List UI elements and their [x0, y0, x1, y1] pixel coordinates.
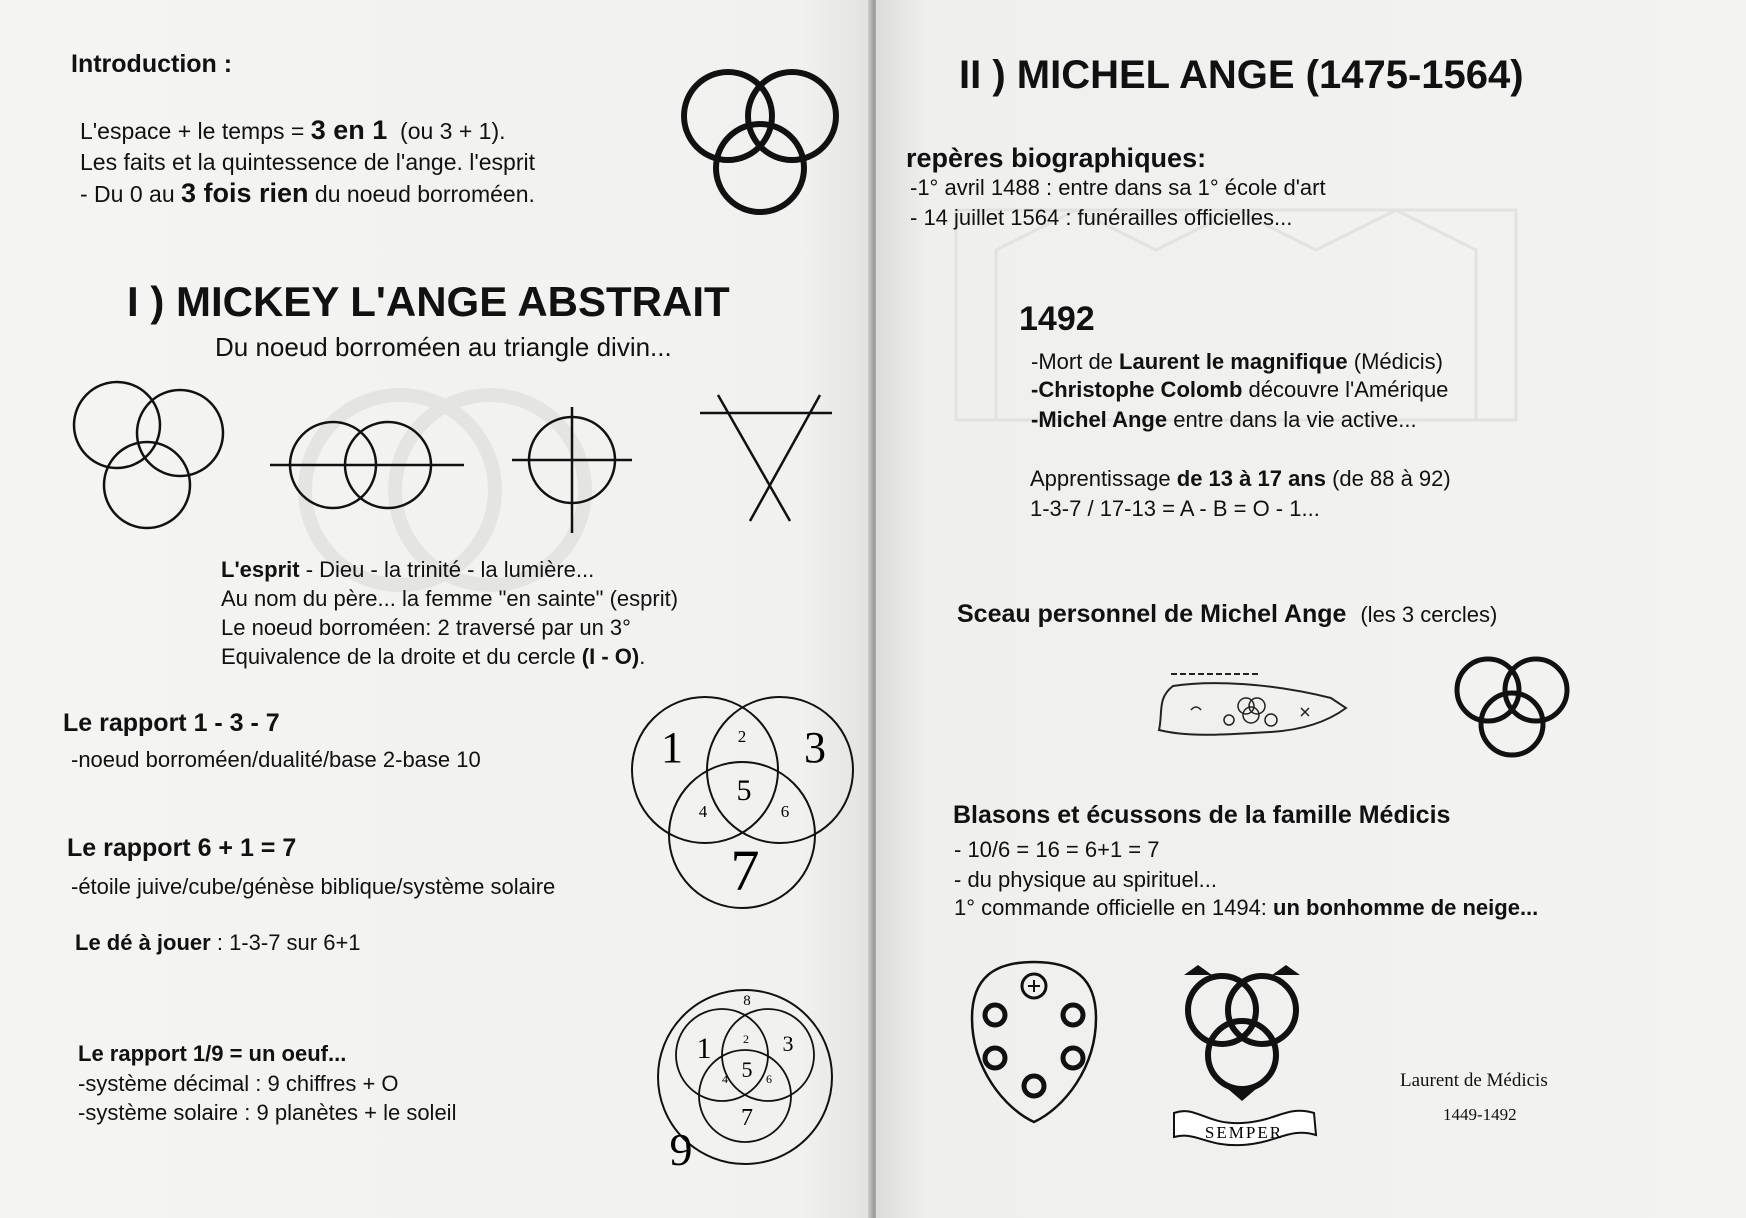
caption-dates: 1449-1492	[1443, 1105, 1517, 1124]
borromean-rings-icon	[680, 66, 840, 216]
medici-diamond-rings-emblem	[1166, 955, 1336, 1145]
blasons-line-3: 1° commande officielle en 1494: un bonhomme de neige...	[954, 895, 1539, 920]
venn-egg-number-4: 4	[722, 1072, 728, 1086]
de-a-jouer-line: Le dé à jouer : 1-3-7 sur 6+1	[75, 930, 361, 955]
left-page	[0, 0, 872, 1218]
section2-title: II ) MICHEL ANGE (1475-1564)	[959, 53, 1524, 97]
intro-line-2: Les faits et la quintessence de l'ange. l'esprit	[80, 149, 536, 175]
intro-line-3: - Du 0 au 3 fois rien du noeud borroméen.	[80, 178, 535, 208]
venn-egg-number-1: 1	[696, 1032, 712, 1065]
year-1492: 1492	[1019, 300, 1095, 338]
venn-egg-number-8: 8	[743, 993, 751, 1009]
three-rings-seal-icon	[1454, 650, 1574, 760]
venn-egg-number-6: 6	[766, 1072, 772, 1086]
venn-egg-number-9: 9	[669, 1124, 693, 1175]
esprit-line-4: Equivalence de la droite et du cercle (I - O).	[221, 644, 646, 669]
caption-name: Laurent de Médicis	[1400, 1070, 1548, 1091]
section1-subtitle: Du noeud borroméen au triangle divin...	[215, 332, 672, 362]
rapport-1-9-title: Le rapport 1/9 = un oeuf...	[78, 1041, 347, 1066]
event-1492-line-3: -Michel Ange entre dans la vie active...	[1031, 407, 1417, 432]
reperes-line-1: -1° avril 1488 : entre dans sa 1° école d'art	[910, 175, 1326, 200]
intro-line-1: L'espace + le temps = 3 en 1 (ou 3 + 1).	[80, 115, 506, 145]
rapport-1-9-line-1: -système décimal : 9 chiffres + O	[78, 1071, 399, 1096]
venn-number-7: 7	[730, 838, 760, 903]
venn-number-6: 6	[780, 802, 790, 821]
rapport-6-1-7-text: -étoile juive/cube/génèse biblique/système solaire	[71, 874, 556, 899]
esprit-line-1: L'esprit - Dieu - la trinité - la lumière...	[221, 557, 595, 582]
reperes-line-2: - 14 juillet 1564 : funérailles officielles...	[910, 205, 1293, 230]
two-circles-line-icon	[268, 420, 468, 520]
rapport-1-3-7-title: Le rapport 1 - 3 - 7	[63, 709, 280, 737]
venn-number-2: 2	[737, 727, 747, 746]
semper-banner: SEMPER	[1204, 1123, 1284, 1142]
sceau-heading: Sceau personnel de Michel Ange (les 3 cercles)	[957, 600, 1498, 628]
inverted-triangle-icon	[698, 393, 838, 528]
intro-heading: Introduction :	[71, 50, 233, 78]
venn-egg-number-7: 7	[741, 1105, 753, 1131]
venn-diagram-egg	[655, 985, 845, 1175]
right-page	[876, 0, 1746, 1218]
venn-number-3: 3	[804, 723, 826, 772]
esprit-line-2: Au nom du père... la femme "en sainte" (esprit)	[221, 586, 679, 611]
event-1492-line-1: -Mort de Laurent le magnifique (Médicis)	[1031, 349, 1443, 374]
rapport-1-9-line-2: -système solaire : 9 planètes + le soleil	[78, 1100, 457, 1125]
apprentissage-line-1: Apprentissage de 13 à 17 ans (de 88 à 92)	[1030, 466, 1451, 491]
reperes-title: repères biographiques:	[906, 143, 1207, 173]
personal-seal-sketch	[1151, 668, 1351, 743]
rapport-6-1-7-title: Le rapport 6 + 1 = 7	[67, 834, 297, 862]
rapport-1-3-7-text: -noeud borroméen/dualité/base 2-base 10	[71, 747, 481, 772]
venn-number-1: 1	[661, 723, 683, 772]
blasons-line-1: - 10/6 = 16 = 6+1 = 7	[954, 837, 1160, 862]
blasons-title: Blasons et écussons de la famille Médicis	[953, 801, 1451, 829]
venn-number-4: 4	[698, 802, 708, 821]
venn-diagram-1-3-7	[630, 690, 860, 930]
venn-egg-number-5: 5	[741, 1057, 753, 1082]
event-1492-line-2: -Christophe Colomb découvre l'Amérique	[1031, 377, 1449, 402]
venn-number-5: 5	[736, 774, 752, 807]
apprentissage-line-2: 1-3-7 / 17-13 = A - B = O - 1...	[1030, 496, 1320, 521]
three-circles-icon	[72, 380, 232, 540]
venn-egg-number-2: 2	[743, 1032, 749, 1046]
blasons-line-2: - du physique au spirituel...	[954, 867, 1217, 892]
section1-title: I ) MICKEY L'ANGE ABSTRAIT	[127, 278, 730, 325]
venn-egg-number-3: 3	[782, 1031, 794, 1056]
esprit-line-3: Le noeud borroméen: 2 traversé par un 3°	[221, 615, 631, 640]
medici-shield-icon	[964, 958, 1104, 1128]
circle-cross-icon	[510, 405, 640, 535]
